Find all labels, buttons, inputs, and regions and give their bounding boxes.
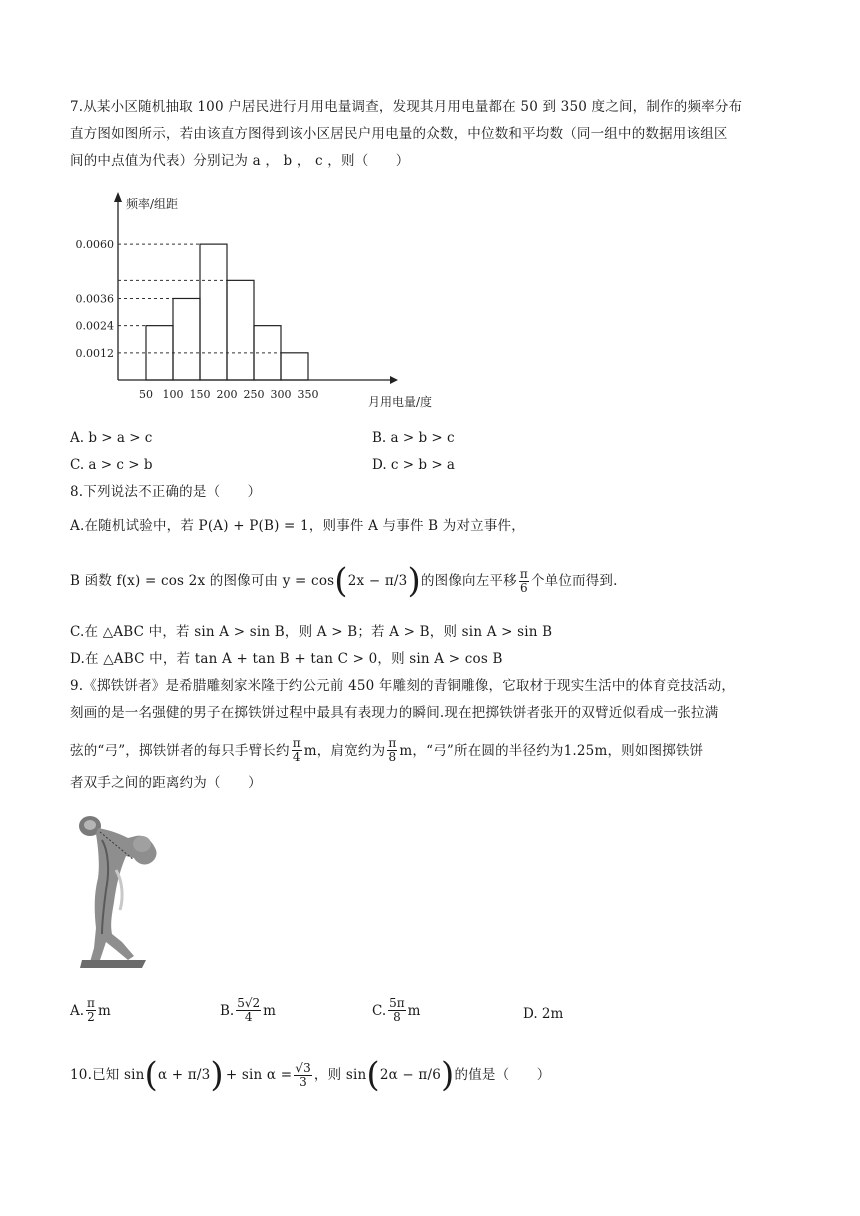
q7-option-c[interactable]: C. a > c > b [70, 457, 153, 473]
q7-stem-line2: 直方图如图所示，若由该直方图得到该小区居民户用电量的众数，中位数和平均数（同一组中的数据用该组区 [70, 126, 728, 142]
q8-option-d[interactable]: D.在 △ABC 中，若 tan A + tan B + tan C > 0，则 sin A > cos B [70, 651, 503, 667]
y-axis-arrow [114, 192, 122, 202]
histogram-bar [281, 353, 308, 380]
q9-option-b[interactable]: B. $\frac{5√2}{4}$ m [220, 996, 276, 1024]
q7-stem-line3: 间的中点值为代表）分别记为 a ， b ， c ，则（ ） [70, 153, 410, 169]
y-axis-title: 频率/组距 [126, 197, 179, 211]
q8-option-b-fraction: $\frac{\pi}{6}$ [519, 566, 528, 595]
q8-stem: 8.下列说法不正确的是（ ） [70, 484, 262, 500]
y-tick-label: 0.0060 [75, 238, 114, 252]
x-tick-label: 100 [162, 388, 184, 401]
histogram-bar [227, 280, 254, 380]
y-tick-label: 0.0036 [75, 292, 114, 306]
x-tick-label: 300 [270, 388, 292, 401]
q9-shoulder-width-fraction: $\frac{\pi}{8}$ [388, 736, 397, 764]
y-tick-label: 0.0012 [75, 346, 114, 360]
x-tick-label: 200 [216, 388, 238, 401]
histogram-bar [200, 244, 227, 380]
q8-option-a[interactable]: A.在随机试验中，若 P(A) + P(B) = 1，则事件 A 与事件 B 为对立事件， [70, 518, 525, 534]
q9-stem-line3: 弦的“弓”，掷铁饼者的每只手臂长约 $\frac{\pi}{4}$ m，肩宽约为 $\frac{\pi}{8}$ m，“弓”所在圆的半径约为1.25m，则如图掷铁饼 [70, 736, 704, 764]
q8-option-c[interactable]: C.在 △ABC 中，若 sin A > sin B，则 A > B；若 A > B，则 sin A > sin B [70, 624, 553, 640]
discus-thrower-image [76, 810, 168, 970]
q9-option-d[interactable]: D. 2m [523, 1006, 564, 1022]
q10-stem: 10.已知 sin ( α + π/3 ) + sin α = $\frac{√3}{3}$ ，则 sin ( 2α − π/6 ) 的值是（ ） [70, 1055, 551, 1095]
x-axis-arrow [390, 376, 398, 384]
q9-stem-line4: 者双手之间的距离约为（ ） [70, 775, 262, 791]
x-tick-label: 350 [297, 388, 319, 401]
q9-stem-line2: 刻画的是一名强健的男子在掷铁饼过程中最具有表现力的瞬间.现在把掷铁饼者张开的双臂近似看成一张拉满 [70, 705, 719, 721]
q7-option-d[interactable]: D. c > b > a [372, 457, 455, 473]
q9-option-a[interactable]: A. $\frac{\pi}{2}$ m [70, 996, 111, 1024]
q8-option-b-inner: 2x − π/3 [347, 573, 408, 589]
q9-option-c[interactable]: C. $\frac{5\pi}{8}$ m [372, 996, 421, 1024]
histogram-bar [173, 298, 200, 380]
q8-option-b-end: 个单位而得到. [530, 573, 618, 589]
q9-stem-line1: 9.《掷铁饼者》是希腊雕刻家米隆于约公元前 450 年雕刻的青铜雕像，它取材于现实生活中的体育竞技活动， [70, 678, 736, 694]
q7-option-a[interactable]: A. b > a > c [70, 430, 153, 446]
q7-stem-line1: 7.从某小区随机抽取 100 户居民进行月用电量调查，发现其月用电量都在 50 到 350 度之间，制作的频率分布 [70, 99, 743, 115]
q9-arm-length-fraction: $\frac{\pi}{4}$ [292, 736, 301, 764]
x-axis-title: 月用电量/度 [368, 395, 432, 409]
q8-option-b[interactable]: B 函数 f(x) = cos 2x 的图像可由 y = cos ( 2x − π/3 ) 的图像向左平移 $\frac{\pi}{6}$ 个单位而得到. [70, 561, 618, 601]
q10-fraction: $\frac{√3}{3}$ [295, 1060, 311, 1089]
q7-option-b[interactable]: B. a > b > c [372, 430, 455, 446]
q8-option-b-post: 的图像向左平移 [420, 573, 517, 589]
x-tick-label: 150 [189, 388, 211, 401]
x-tick-label: 50 [139, 388, 153, 401]
y-tick-label: 0.0024 [75, 319, 114, 333]
frequency-histogram [72, 188, 432, 420]
q8-option-b-pre: B 函数 f(x) = cos 2x 的图像可由 y = cos [70, 573, 335, 589]
x-tick-label: 250 [243, 388, 265, 401]
